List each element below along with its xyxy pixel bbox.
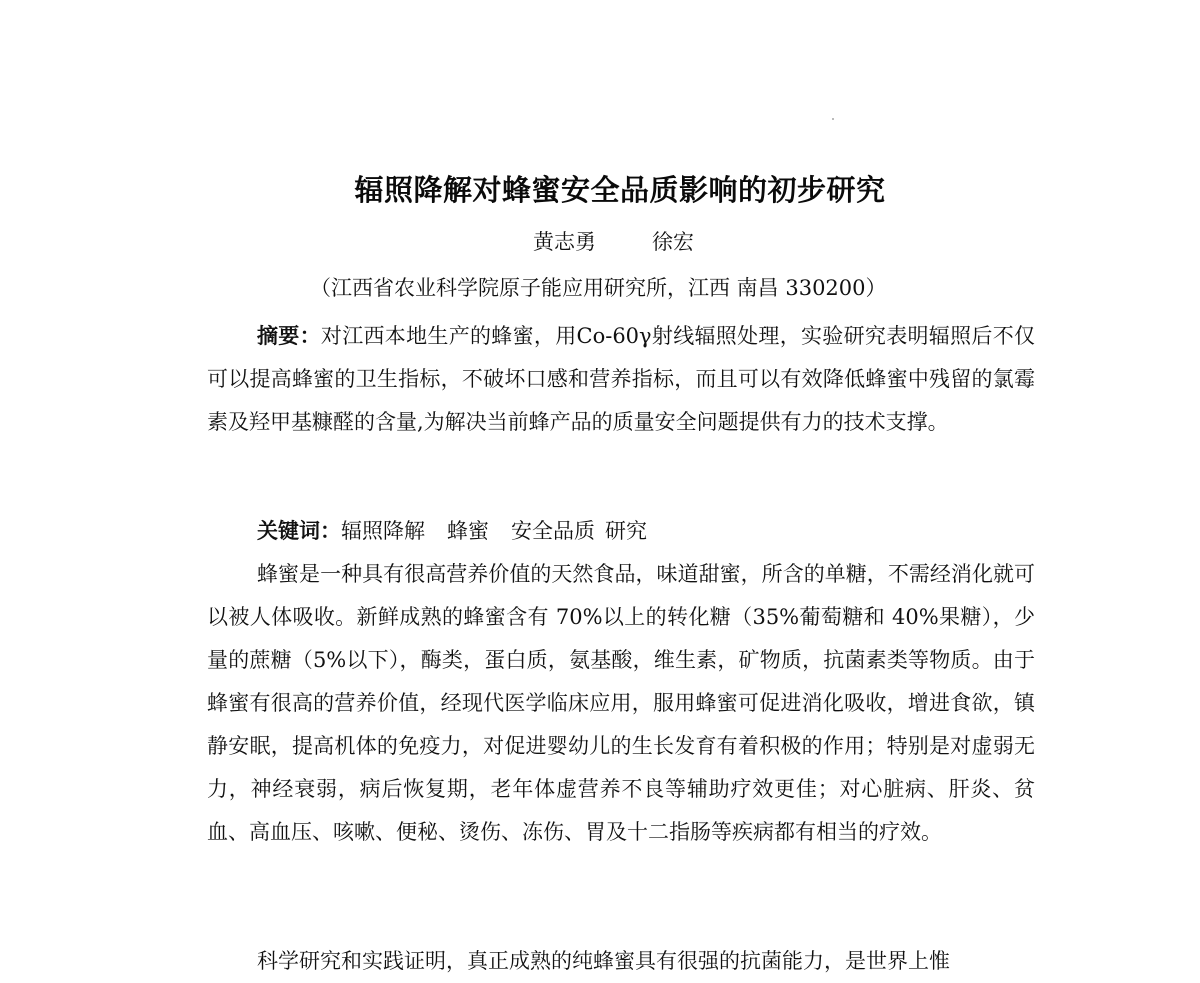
author-line <box>533 226 694 256</box>
keywords <box>207 510 1035 553</box>
affiliation: （江西省农业科学院原子能应用研究所，江西 南昌 330200） <box>310 276 887 300</box>
abstract-text: 对江西本地生产的蜂蜜，用Co-60γ射线辐照处理，实验研究表明辐照后不仅可以提高蜂蜜的卫生指标，不破坏口感和营养指标，而且可以有效降低蜂蜜中残留的氯霉素及羟甲基糠醛的含量,为解决当前蜂产品的质量安全问题提供有力的技术支撑。 <box>207 324 1036 434</box>
keyword: 蜂蜜 <box>447 519 489 543</box>
author-name: 黄志勇 <box>533 230 596 254</box>
keywords-label: 关键词： <box>257 519 341 543</box>
body-paragraph: 蜂蜜是一种具有很高营养价值的天然食品，味道甜蜜，所含的单糖，不需经消化就可以被人体吸收。新鲜成熟的蜂蜜含有 70%以上的转化糖（35%葡萄糖和 40%果糖），少量的蔗糖（5%以下），酶类，蛋白质，氨基酸，维生素，矿物质，抗菌素类等物质。由于蜂蜜有很高的营养价值，经现代医学临床应用，服用蜂蜜可促进消化吸收，增进食欲，镇静安眠，提高机体的免疫力，对促进婴幼儿的生长发育有着积极的作用；特别是对虚弱无力，神经衰弱，病后恢复期，老年体虚营养不良等辅助疗效更佳；对心脏病、肝炎、贫血、高血压、咳嗽、便秘、烫伤、冻伤、胃及十二指肠等疾病都有相当的疗效。 <box>207 562 1035 844</box>
abstract-label: 摘要： <box>257 324 321 348</box>
keyword: 研究 <box>605 519 647 543</box>
author-name: 徐宏 <box>652 230 694 254</box>
abstract <box>207 315 1035 444</box>
paper-title: 辐照降解对蜂蜜安全品质影响的初步研究 <box>354 173 886 207</box>
keyword: 辐照降解 <box>341 519 425 543</box>
scan-speck <box>832 118 834 120</box>
keyword: 安全品质 <box>511 519 595 543</box>
body-paragraph: 科学研究和实践证明，真正成熟的纯蜂蜜具有很强的抗菌能力，是世界上惟 <box>257 949 950 973</box>
